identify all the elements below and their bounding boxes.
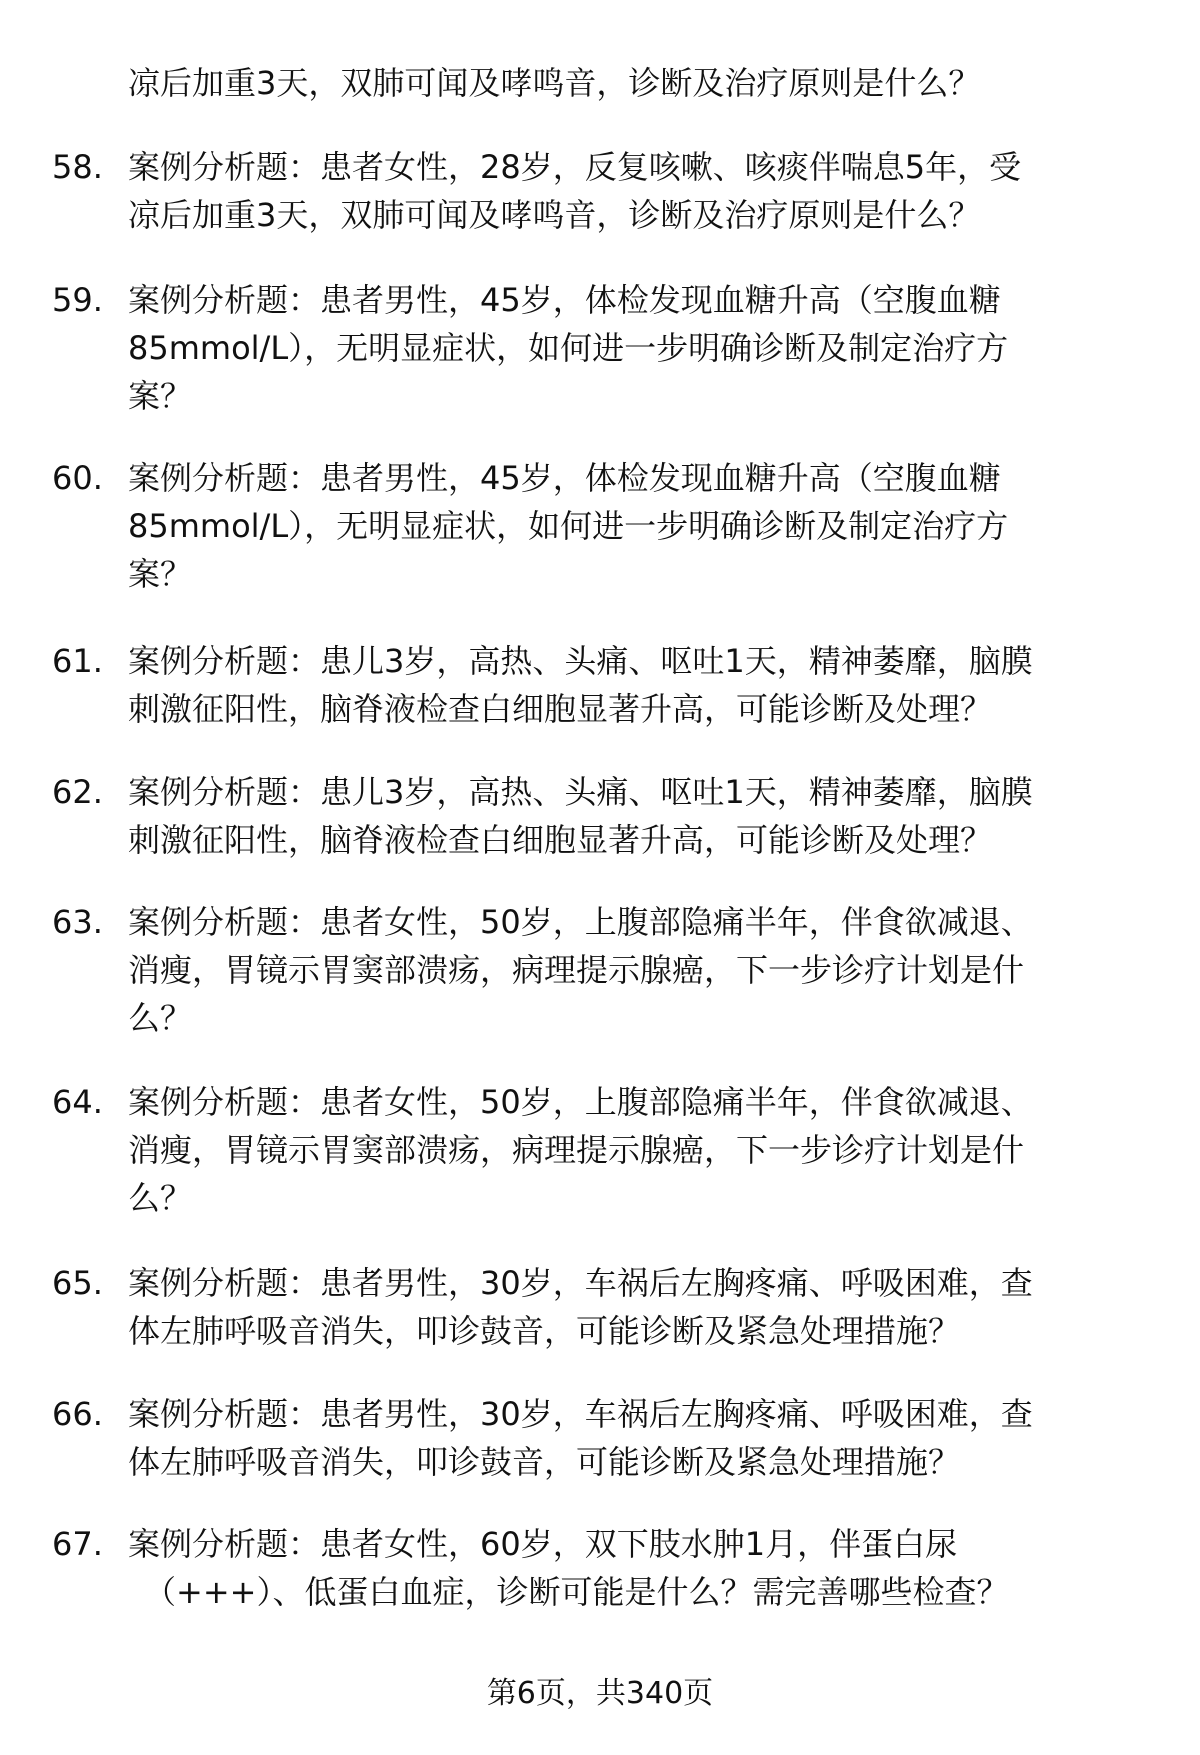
question-text-line: 案例分析题：患者男性，30岁，车祸后左胸疼痛、呼吸困难，查 [128, 1395, 1033, 1433]
question-text-line: 案例分析题：患者男性，45岁，体检发现血糖升高（空腹血糖 [128, 459, 1001, 497]
question-number: 61. [52, 642, 103, 680]
question-text-line: 案例分析题：患儿3岁，高热、头痛、呕吐1天，精神萎靡，脑膜 [128, 642, 1033, 680]
question-number: 66. [52, 1395, 103, 1433]
question-text-line: 案例分析题：患者女性，60岁，双下肢水肿1月，伴蛋白尿 [128, 1525, 958, 1563]
question-number: 65. [52, 1264, 103, 1302]
question-number: 64. [52, 1083, 103, 1121]
question-text-line: 案例分析题：患者男性，45岁，体检发现血糖升高（空腹血糖 [128, 281, 1001, 319]
question-number: 58. [52, 148, 103, 186]
question-number: 67. [52, 1525, 103, 1563]
question-number: 60. [52, 459, 103, 497]
question-text-line: 85mmol/L），无明显症状，如何进一步明确诊断及制定治疗方 [128, 507, 1009, 545]
question-text-line: （+++）、低蛋白血症，诊断可能是什么？需完善哪些检查？ [144, 1573, 1009, 1611]
question-text-line: 案例分析题：患者男性，30岁，车祸后左胸疼痛、呼吸困难，查 [128, 1264, 1033, 1302]
question-text-line: 么？ [128, 1179, 193, 1217]
question-text-line: 凉后加重3天，双肺可闻及哮鸣音，诊断及治疗原则是什么？ [128, 196, 981, 234]
question-text-line: 刺激征阳性，脑脊液检查白细胞显著升高，可能诊断及处理？ [128, 690, 993, 728]
question-text-line: 案？ [128, 377, 193, 415]
question-text-line: 体左肺呼吸音消失，叩诊鼓音，可能诊断及紧急处理措施？ [128, 1312, 961, 1350]
question-number: 63. [52, 903, 103, 941]
question-text-line: 案例分析题：患者女性，50岁，上腹部隐痛半年，伴食欲减退、 [128, 1083, 1033, 1121]
question-number: 62. [52, 773, 103, 811]
question-text-line: 案例分析题：患者女性，50岁，上腹部隐痛半年，伴食欲减退、 [128, 903, 1033, 941]
question-text-line: 体左肺呼吸音消失，叩诊鼓音，可能诊断及紧急处理措施？ [128, 1443, 961, 1481]
page-number: 第6页，共340页 [486, 1676, 714, 1711]
question-text-line: 消瘦，胃镜示胃窦部溃疡，病理提示腺癌，下一步诊疗计划是什 [128, 1131, 1025, 1169]
question-text-line: 案？ [128, 555, 193, 593]
question-text-line: 消瘦，胃镜示胃窦部溃疡，病理提示腺癌，下一步诊疗计划是什 [128, 951, 1025, 989]
text-line: 凉后加重3天，双肺可闻及哮鸣音，诊断及治疗原则是什么？ [128, 64, 981, 102]
question-text-line: 刺激征阳性，脑脊液检查白细胞显著升高，可能诊断及处理？ [128, 821, 993, 859]
question-text-line: 85mmol/L），无明显症状，如何进一步明确诊断及制定治疗方 [128, 329, 1009, 367]
question-text-line: 么？ [128, 999, 193, 1037]
question-text-line: 案例分析题：患者女性，28岁，反复咳嗽、咳痰伴喘息5年，受 [128, 148, 1022, 186]
question-number: 59. [52, 281, 103, 319]
question-text-line: 案例分析题：患儿3岁，高热、头痛、呕吐1天，精神萎靡，脑膜 [128, 773, 1033, 811]
